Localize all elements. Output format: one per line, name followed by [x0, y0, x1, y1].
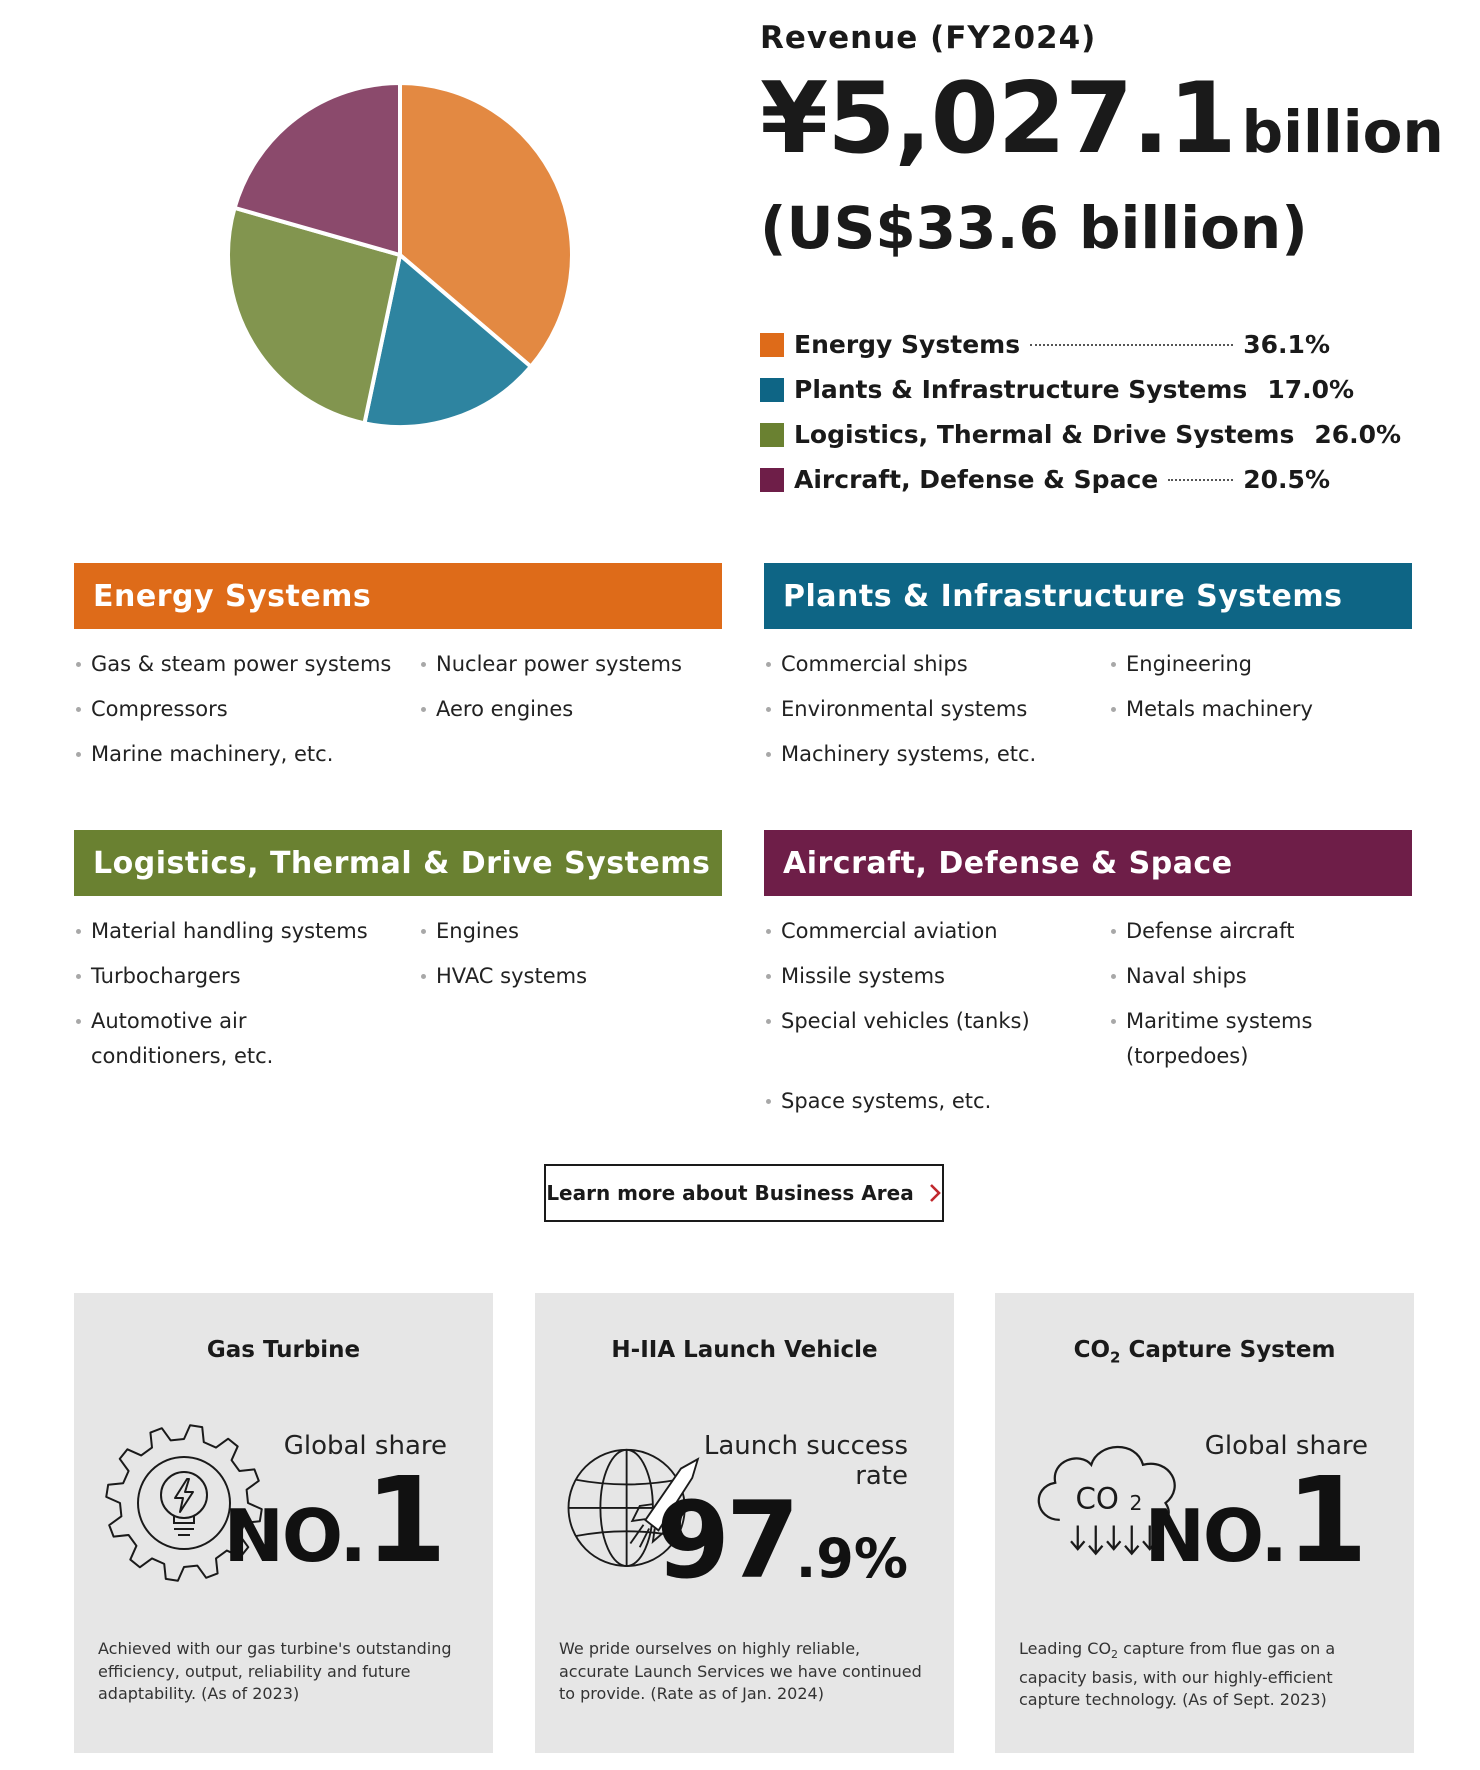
card-title-post: Capture System: [1120, 1337, 1336, 1363]
card-h2a-launch-vehicle: [535, 1293, 954, 1753]
card-title: Gas Turbine: [206, 1337, 361, 1363]
card-description: [1019, 1638, 1394, 1712]
metric-number: 1: [364, 1451, 447, 1589]
card-title-pre: CO: [1073, 1337, 1110, 1363]
segment-item: Nuclear power systems: [419, 647, 719, 682]
legend-label: Plants & Infrastructure Systems: [794, 375, 1248, 404]
legend-item-energy: [760, 322, 1330, 367]
segment-header: Logistics, Thermal & Drive Systems: [74, 830, 722, 896]
legend-item-plants: [760, 367, 1355, 412]
segment-header: Energy Systems: [74, 563, 722, 629]
segment-item: Commercial aviation: [764, 914, 1109, 949]
segment-item: Engineering: [1109, 647, 1409, 682]
segment-item: Compressors: [74, 692, 419, 727]
metric-value: [223, 1451, 447, 1589]
metric-prefix: NO.: [223, 1494, 365, 1578]
segment-item: Special vehicles (tanks): [764, 1004, 1109, 1074]
card-description: We pride ourselves on highly reliable, accurate Launch Services we have continued to provide. (Rate as of Jan. 2024): [559, 1639, 922, 1703]
legend-value: 36.1%: [1243, 330, 1330, 359]
segment-item-list: [74, 629, 722, 782]
segment-item: Commercial ships: [764, 647, 1109, 682]
segment-item: Space systems, etc.: [764, 1084, 1109, 1119]
segment-item: Engines: [419, 914, 719, 949]
segment-item: Naval ships: [1109, 959, 1409, 994]
segment-item: Maritime systems (torpedoes): [1109, 1004, 1339, 1074]
learn-more-business-area-button[interactable]: [544, 1164, 944, 1222]
segment-energy-systems: [74, 563, 722, 782]
revenue-amount: [760, 62, 1460, 176]
legend-swatch: [760, 423, 784, 447]
metric-number: 1: [1285, 1451, 1368, 1589]
revenue-summary: [760, 20, 1460, 262]
segment-item-list: [764, 629, 1412, 782]
metric-number: 97: [656, 1479, 796, 1602]
co2-icon-sub: 2: [1129, 1490, 1143, 1515]
metric-decimal: .9%: [795, 1527, 908, 1590]
metric-value: [656, 1479, 908, 1602]
segment-item-list: [74, 896, 722, 1084]
legend-item-logistics: [760, 412, 1402, 457]
segment-header: Aircraft, Defense & Space: [764, 830, 1412, 896]
card-gas-turbine: [74, 1293, 493, 1753]
learn-more-label: Learn more about Business Area: [546, 1181, 914, 1205]
segment-item-list: [764, 896, 1412, 1129]
segment-item: Metals machinery: [1109, 692, 1409, 727]
legend-swatch: [760, 378, 784, 402]
legend-swatch: [760, 333, 784, 357]
legend-swatch: [760, 468, 784, 492]
segment-item: Material handling systems: [74, 914, 419, 949]
card-title: [995, 1337, 1414, 1367]
legend-leader: [1168, 479, 1233, 481]
card-co2-capture-system: [995, 1293, 1414, 1753]
legend-item-aircraft: [760, 457, 1330, 502]
card-title-sub: 2: [1110, 1348, 1121, 1367]
card-description-sub: 2: [1111, 1648, 1119, 1662]
segment-item: Defense aircraft: [1109, 914, 1409, 949]
segment-aircraft-defense-space: [764, 830, 1412, 1129]
segment-item: Gas & steam power systems: [74, 647, 419, 682]
legend-value: 26.0%: [1314, 420, 1402, 449]
metric-label-line1: Launch success: [703, 1431, 908, 1461]
segment-item: HVAC systems: [419, 959, 719, 994]
metric-value: [1144, 1451, 1368, 1589]
segment-item: Automotive air conditioners, etc.: [74, 1004, 374, 1074]
card-description: Achieved with our gas turbine's outstanding efficiency, output, reliability and future adaptability. (As of 2023): [98, 1639, 452, 1703]
segment-item: Environmental systems: [764, 692, 1109, 727]
revenue-title: Revenue (FY2024): [760, 20, 1097, 56]
revenue-amount-unit: billion: [1241, 98, 1444, 166]
revenue-amount-usd: (US$33.6 billion): [760, 194, 1308, 262]
metric-label: Global share: [283, 1431, 447, 1461]
co2-icon-text: CO: [1075, 1481, 1119, 1516]
segment-header: Plants & Infrastructure Systems: [764, 563, 1412, 629]
segment-item: Machinery systems, etc.: [764, 737, 1109, 772]
segment-item: Turbochargers: [74, 959, 419, 994]
legend-leader: [1030, 344, 1233, 346]
pie-legend: [760, 322, 1402, 502]
metric-label: Global share: [1204, 1431, 1368, 1461]
metric-prefix: NO.: [1144, 1494, 1286, 1578]
segment-item: Aero engines: [419, 692, 719, 727]
legend-value: 20.5%: [1243, 465, 1330, 494]
revenue-pie-chart: [220, 75, 580, 435]
metric-label-line2: rate: [855, 1461, 908, 1491]
segment-item: Marine machinery, etc.: [74, 737, 419, 772]
card-description-pre: Leading CO: [1019, 1639, 1112, 1658]
legend-label: Aircraft, Defense & Space: [794, 465, 1159, 494]
segment-plants-infrastructure: [764, 563, 1412, 782]
revenue-amount-yen: ¥5,027.1: [760, 62, 1236, 176]
card-title: H-IIA Launch Vehicle: [611, 1337, 878, 1363]
chevron-right-icon: [928, 1182, 942, 1204]
card-description-post: capture from flue gas on a capacity basis, with our highly-efficient capture technology. (As of Sept. 2023): [1019, 1639, 1336, 1710]
legend-label: Logistics, Thermal & Drive Systems: [794, 420, 1295, 449]
legend-label: Energy Systems: [794, 330, 1021, 359]
segment-logistics-thermal-drive: [74, 830, 722, 1084]
segment-item: Missile systems: [764, 959, 1109, 994]
legend-value: 17.0%: [1267, 375, 1355, 404]
